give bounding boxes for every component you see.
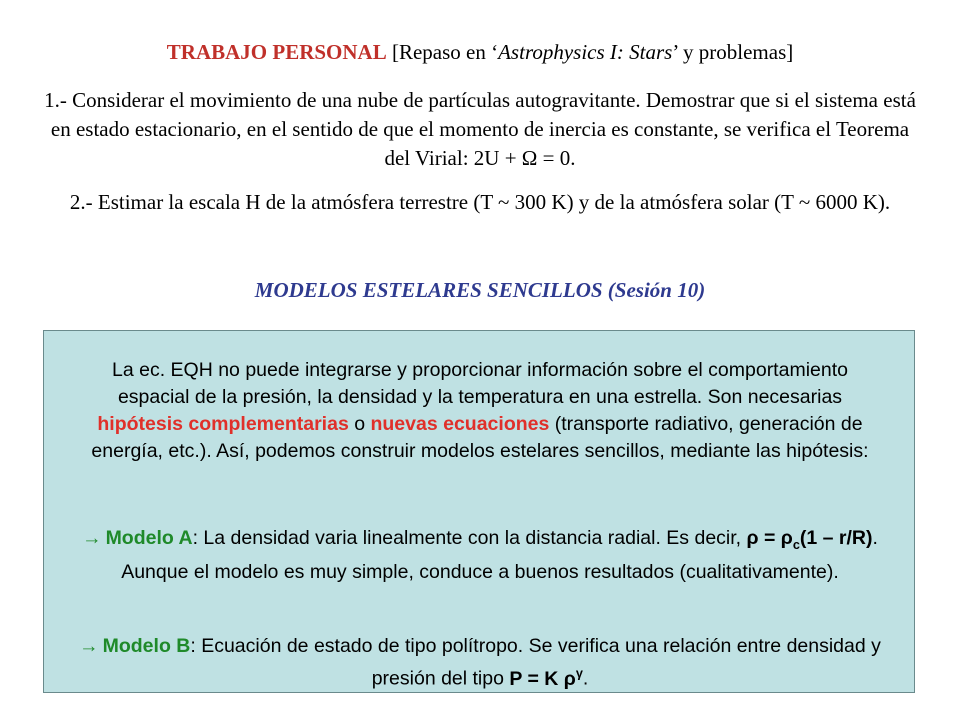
info-box [43, 330, 915, 693]
model-a-rest: . Aunque el modelo es muy simple, conduce a buenos resultados (cualitativamente). [121, 527, 878, 583]
model-b-eq-sup: γ [575, 666, 583, 680]
model-b-text: : Ecuación de estado de tipo polítropo. Se verifica una relación entre densidad y presión del tipo [190, 635, 881, 690]
highlight-equations: nuevas ecuaciones [370, 413, 550, 435]
problem-2: 2.- Estimar la escala H de la atmósfera terrestre (T ~ 300 K) y de la atmósfera solar (T ~ 6000 K). [69, 190, 891, 214]
model-b-eq: P = K ρ [509, 667, 576, 690]
model-a-label: Modelo A [105, 527, 193, 549]
intro-paragraph [74, 357, 886, 465]
model-a-text: : La densidad varia linealmente con la distancia radial. Es decir, [192, 527, 747, 549]
arrow-right-icon: → [79, 635, 99, 657]
model-b-end: . [582, 667, 589, 690]
model-a-equation [746, 527, 873, 552]
model-a-eq-sub: c [792, 537, 800, 552]
model-b-paragraph [74, 633, 886, 693]
model-a-eq-part2: (1 – r/R) [799, 527, 873, 549]
intro-text-2: o [348, 413, 371, 435]
section-title: MODELOS ESTELARES SENCILLOS (Sesión 10) [254, 278, 706, 302]
title-book: Astrophysics I: Stars [498, 40, 673, 64]
title-bold: TRABAJO PERSONAL [166, 40, 387, 64]
model-a-paragraph [74, 525, 886, 586]
model-a-eq-part1: ρ = ρ [746, 527, 793, 549]
arrow-right-icon: → [82, 527, 102, 549]
problem-1: 1.- Considerar el movimiento de una nube de partículas autogravitante. Demostrar que si el sistema está en estado estacionario, en el sentido de que el momento de inercia es constante, se verifica el Teorema del Virial: 2U + Ω = 0. [44, 88, 916, 170]
intro-text-3: (transporte radiativo, generación de energía, etc.). Así, podemos construir modelos estelares sencillos, mediante las hipótesis: [91, 413, 869, 462]
model-b-equation [509, 668, 583, 690]
model-b-label: Modelo B [102, 635, 191, 657]
intro-text-1: La ec. EQH no puede integrarse y proporcionar información sobre el comportamiento espacial de la presión, la densidad y la temperatura en una estrella. Son necesarias [112, 359, 848, 408]
title-close: ’ y problemas] [672, 40, 794, 64]
page-title [0, 40, 960, 65]
title-open: [Repaso en ‘ [386, 40, 499, 64]
highlight-hypotheses: hipótesis complementarias [97, 413, 349, 435]
